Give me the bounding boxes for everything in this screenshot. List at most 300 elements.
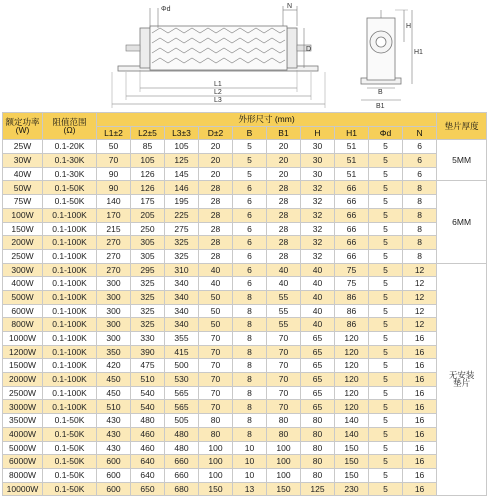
table-cell: 40 (301, 263, 335, 277)
table-cell: 120 (335, 373, 369, 387)
table-row (3, 208, 487, 222)
table-cell: 565 (165, 386, 199, 400)
table-cell: 86 (335, 318, 369, 332)
table-cell: 28 (267, 181, 301, 195)
table-row (3, 167, 487, 181)
header-pad: 垫片厚度 (437, 113, 487, 140)
table-cell: 6 (233, 195, 267, 209)
table-cell: 70 (267, 373, 301, 387)
table-cell: 0.1-100K (43, 290, 97, 304)
table-cell: 16 (403, 400, 437, 414)
table-cell: 0.1-50K (43, 441, 97, 455)
table-cell: 66 (335, 181, 369, 195)
table-cell: 270 (97, 249, 131, 263)
table-cell: 8 (233, 290, 267, 304)
table-cell: 500W (3, 290, 43, 304)
table-cell: 325 (131, 304, 165, 318)
table-cell: 0.1-100K (43, 345, 97, 359)
table-cell: 600 (97, 482, 131, 496)
table-cell: 640 (131, 468, 165, 482)
table-cell: 340 (165, 290, 199, 304)
table-cell: 355 (165, 332, 199, 346)
table-row (3, 427, 487, 441)
table-cell: 8 (403, 181, 437, 195)
table-cell: 55 (267, 304, 301, 318)
table-cell: 90 (97, 181, 131, 195)
table-cell: 6 (233, 277, 267, 291)
table-cell: 28 (267, 236, 301, 250)
table-cell: 420 (97, 359, 131, 373)
table-cell: 0.1-100K (43, 249, 97, 263)
table-cell: 12 (403, 318, 437, 332)
table-cell: 5 (369, 318, 403, 332)
table-cell: 28 (267, 208, 301, 222)
table-cell: 5 (369, 154, 403, 168)
table-cell: 65 (301, 359, 335, 373)
table-cell: 145 (165, 167, 199, 181)
table-cell: 8 (233, 386, 267, 400)
table-cell: 20 (199, 167, 233, 181)
table-cell: 32 (301, 181, 335, 195)
table-row (3, 373, 487, 387)
table-cell: 325 (165, 236, 199, 250)
table-cell: 30 (301, 167, 335, 181)
table-cell: 40 (267, 263, 301, 277)
table-cell: 70 (267, 332, 301, 346)
table-cell: 600 (97, 455, 131, 469)
table-row (3, 468, 487, 482)
table-cell: 100W (3, 208, 43, 222)
table-cell: 12 (403, 263, 437, 277)
h-label: H (406, 23, 412, 30)
table-cell: 120 (335, 332, 369, 346)
d-label: D (306, 46, 312, 53)
table-cell: 150W (3, 222, 43, 236)
table-cell: 4000W (3, 427, 43, 441)
table-cell: 12 (403, 290, 437, 304)
table-cell: 6 (233, 208, 267, 222)
table-cell: 100 (199, 441, 233, 455)
table-cell: 50W (3, 181, 43, 195)
table-cell: 305 (131, 249, 165, 263)
header-row (3, 113, 487, 127)
table-cell: 5 (369, 441, 403, 455)
table-cell: 5 (369, 373, 403, 387)
table-cell: 430 (97, 427, 131, 441)
table-cell: 100 (199, 468, 233, 482)
table-row (3, 386, 487, 400)
table-cell: 5 (233, 167, 267, 181)
subheader-cell: D±2 (199, 126, 233, 140)
pad-thickness-cell: 6MM (437, 181, 487, 263)
table-row (3, 400, 487, 414)
subheader-cell: Φd (369, 126, 403, 140)
subheader-cell: H (301, 126, 335, 140)
table-cell: 65 (301, 332, 335, 346)
table-cell: 66 (335, 249, 369, 263)
table-cell: 5 (369, 167, 403, 181)
table-cell: 70 (199, 373, 233, 387)
table-cell: 0.1-100K (43, 236, 97, 250)
table-cell: 150 (335, 468, 369, 482)
table-cell: 1200W (3, 345, 43, 359)
l2-label: L2 (214, 89, 222, 96)
table-row (3, 304, 487, 318)
table-cell: 0.1-50K (43, 427, 97, 441)
table-row (3, 414, 487, 428)
header-dimensions: 外形尺寸 (mm) (97, 113, 437, 127)
table-cell: 40 (267, 277, 301, 291)
table-cell: 90 (97, 167, 131, 181)
table-cell: 270 (97, 263, 131, 277)
table-row (3, 332, 487, 346)
table-cell: 0.1-20K (43, 140, 97, 154)
table-row (3, 263, 487, 277)
table-cell: 480 (131, 414, 165, 428)
table-cell: 80 (301, 427, 335, 441)
table-cell: 310 (165, 263, 199, 277)
table-cell: 80 (267, 427, 301, 441)
table-cell: 40 (301, 304, 335, 318)
table-cell: 150 (267, 482, 301, 496)
table-cell: 150 (335, 441, 369, 455)
table-cell: 70 (267, 400, 301, 414)
phi-d-label: Φd (161, 6, 171, 13)
table-cell: 126 (131, 181, 165, 195)
table-cell: 0.1-100K (43, 359, 97, 373)
table-cell: 25W (3, 140, 43, 154)
table-cell: 0.1-100K (43, 373, 97, 387)
table-cell: 170 (97, 208, 131, 222)
table-cell: 6 (403, 140, 437, 154)
table-cell: 20 (267, 167, 301, 181)
table-cell: 660 (165, 455, 199, 469)
table-cell: 10 (233, 455, 267, 469)
table-cell: 50 (199, 290, 233, 304)
table-cell: 0.1-50K (43, 482, 97, 496)
table-cell: 0.1-100K (43, 386, 97, 400)
table-cell: 65 (301, 400, 335, 414)
table-cell: 16 (403, 332, 437, 346)
table-cell: 12 (403, 277, 437, 291)
table-cell: 16 (403, 482, 437, 496)
table-row (3, 345, 487, 359)
table-cell: 5 (233, 154, 267, 168)
table-cell: 66 (335, 236, 369, 250)
table-cell: 340 (165, 277, 199, 291)
table-cell: 390 (131, 345, 165, 359)
table-cell: 55 (267, 318, 301, 332)
table-cell: 5 (369, 290, 403, 304)
table-cell: 0.1-100K (43, 318, 97, 332)
table-cell: 51 (335, 154, 369, 168)
table-cell: 5 (369, 249, 403, 263)
table-cell: 415 (165, 345, 199, 359)
table-cell: 250W (3, 249, 43, 263)
subheader-cell: L1±2 (97, 126, 131, 140)
table-row (3, 277, 487, 291)
table-cell: 150 (335, 455, 369, 469)
resistor-body (150, 26, 287, 70)
table-cell: 50 (199, 318, 233, 332)
table-cell: 340 (165, 318, 199, 332)
table-cell: 565 (165, 400, 199, 414)
table-cell: 5 (369, 195, 403, 209)
header-power: 额定功率 (W) (3, 113, 43, 140)
table-row (3, 181, 487, 195)
table-cell: 120 (335, 345, 369, 359)
table-cell: 5 (369, 345, 403, 359)
n-label: N (287, 3, 293, 10)
table-cell: 3000W (3, 400, 43, 414)
table-cell: 16 (403, 455, 437, 469)
table-cell: 16 (403, 427, 437, 441)
table-cell: 5000W (3, 441, 43, 455)
table-cell: 1000W (3, 332, 43, 346)
table-cell: 20 (199, 140, 233, 154)
table-cell: 70 (267, 386, 301, 400)
table-cell: 5 (369, 386, 403, 400)
table-cell: 505 (165, 414, 199, 428)
table-cell: 6 (233, 263, 267, 277)
table-cell: 8 (403, 195, 437, 209)
table-cell: 32 (301, 236, 335, 250)
table-cell: 40 (301, 318, 335, 332)
table-cell: 300 (97, 277, 131, 291)
table-cell: 350 (97, 345, 131, 359)
table-cell: 8 (233, 304, 267, 318)
right-end-cap (287, 28, 297, 68)
table-cell: 120 (335, 359, 369, 373)
table-cell: 50 (199, 304, 233, 318)
resistor-side-view (112, 3, 325, 108)
table-cell: 5 (369, 468, 403, 482)
table-cell: 70 (199, 386, 233, 400)
table-cell: 5 (369, 304, 403, 318)
table-cell: 400W (3, 277, 43, 291)
table-cell: 340 (165, 304, 199, 318)
table-cell: 10 (233, 441, 267, 455)
table-cell: 16 (403, 441, 437, 455)
table-cell: 0.1-50K (43, 455, 97, 469)
table-cell: 5 (369, 332, 403, 346)
table-cell: 20 (267, 140, 301, 154)
table-cell: 32 (301, 249, 335, 263)
table-row (3, 236, 487, 250)
table-cell: 250 (131, 222, 165, 236)
table-cell: 30 (301, 140, 335, 154)
table-cell: 0.1-50K (43, 195, 97, 209)
table-cell: 800W (3, 318, 43, 332)
b1-label: B1 (376, 103, 385, 110)
table-cell: 8000W (3, 468, 43, 482)
table-cell: 430 (97, 441, 131, 455)
table-cell: 300 (97, 332, 131, 346)
table-cell: 28 (199, 181, 233, 195)
table-cell: 13 (233, 482, 267, 496)
table-cell: 325 (131, 318, 165, 332)
table-cell: 200W (3, 236, 43, 250)
table-cell: 5 (369, 140, 403, 154)
table-cell: 0.1-100K (43, 400, 97, 414)
table-cell: 86 (335, 290, 369, 304)
table-cell: 120 (335, 386, 369, 400)
table-cell: 175 (131, 195, 165, 209)
table-cell: 16 (403, 414, 437, 428)
table-cell: 5 (369, 427, 403, 441)
table-cell: 5 (369, 208, 403, 222)
b-label: B (378, 89, 383, 96)
pad-thickness-cell: 5MM (437, 140, 487, 181)
table-cell: 70 (267, 345, 301, 359)
table-cell: 66 (335, 222, 369, 236)
table-cell: 0.1-50K (43, 414, 97, 428)
table-cell: 16 (403, 345, 437, 359)
table-row (3, 482, 487, 496)
table-cell: 5 (369, 277, 403, 291)
table-cell: 0.1-100K (43, 277, 97, 291)
table-row (3, 359, 487, 373)
table-cell: 6000W (3, 455, 43, 469)
table-cell: 70 (199, 345, 233, 359)
pad-thickness-cell: 无安装 垫片 (437, 263, 487, 496)
table-cell: 460 (131, 427, 165, 441)
table-cell: 640 (131, 455, 165, 469)
table-cell: 28 (267, 222, 301, 236)
table-cell: 300 (97, 290, 131, 304)
table-cell: 5 (369, 414, 403, 428)
table-cell: 32 (301, 195, 335, 209)
table-cell: 80 (199, 427, 233, 441)
table-cell: 8 (403, 236, 437, 250)
table-cell: 680 (165, 482, 199, 496)
table-cell: 16 (403, 386, 437, 400)
table-cell: 0.1-100K (43, 304, 97, 318)
table-cell: 3500W (3, 414, 43, 428)
table-cell: 65 (301, 386, 335, 400)
table-cell: 0.1-30K (43, 167, 97, 181)
table-cell: 105 (165, 140, 199, 154)
table-cell: 40 (199, 263, 233, 277)
table-cell: 5 (369, 359, 403, 373)
table-cell: 8 (403, 222, 437, 236)
table-cell: 300 (97, 318, 131, 332)
table-cell: 0.1-30K (43, 154, 97, 168)
table-cell: 8 (233, 400, 267, 414)
table-cell: 660 (165, 468, 199, 482)
table-cell: 28 (199, 222, 233, 236)
table-cell: 28 (199, 208, 233, 222)
header-resistance: 阻值范围 (Ω) (43, 113, 97, 140)
table-row (3, 222, 487, 236)
table-cell: 5 (369, 400, 403, 414)
table-cell: 75W (3, 195, 43, 209)
spec-table (2, 112, 487, 496)
subheader-cell: B1 (267, 126, 301, 140)
table-cell: 0.1-100K (43, 263, 97, 277)
table-cell: 55 (267, 290, 301, 304)
l3-label: L3 (214, 97, 222, 104)
table-cell: 70 (267, 359, 301, 373)
table-cell: 80 (301, 441, 335, 455)
table-cell: 1500W (3, 359, 43, 373)
table-cell: 8 (233, 359, 267, 373)
table-cell: 86 (335, 304, 369, 318)
table-row (3, 140, 487, 154)
table-cell: 40W (3, 167, 43, 181)
table-cell: 65 (301, 373, 335, 387)
table-cell: 0.1-100K (43, 208, 97, 222)
table-cell: 40 (301, 290, 335, 304)
table-cell: 40 (199, 277, 233, 291)
table-cell: 0.1-100K (43, 332, 97, 346)
resistor-dimension-drawing (0, 0, 488, 112)
table-cell: 6 (233, 249, 267, 263)
table-cell: 32 (301, 222, 335, 236)
table-cell: 5 (369, 181, 403, 195)
table-row (3, 455, 487, 469)
table-cell: 70 (199, 359, 233, 373)
table-cell: 530 (165, 373, 199, 387)
table-row (3, 249, 487, 263)
spec-table-body (3, 113, 487, 496)
table-cell: 510 (97, 400, 131, 414)
table-cell: 32 (301, 208, 335, 222)
table-cell: 126 (131, 167, 165, 181)
table-cell: 80 (199, 414, 233, 428)
table-cell: 480 (165, 441, 199, 455)
table-cell: 5 (369, 482, 403, 496)
table-cell: 8 (233, 414, 267, 428)
table-cell: 75 (335, 263, 369, 277)
table-cell: 80 (301, 414, 335, 428)
table-cell: 16 (403, 468, 437, 482)
table-cell: 50 (97, 140, 131, 154)
table-cell: 30W (3, 154, 43, 168)
left-end-cap (140, 28, 150, 68)
table-cell: 6 (233, 236, 267, 250)
table-cell: 85 (131, 140, 165, 154)
table-cell: 100 (267, 441, 301, 455)
l1-label: L1 (214, 81, 222, 88)
subheader-cell: L3±3 (165, 126, 199, 140)
table-cell: 40 (301, 277, 335, 291)
table-cell: 270 (97, 236, 131, 250)
table-cell: 5 (369, 263, 403, 277)
table-cell: 510 (131, 373, 165, 387)
subheader-cell: N (403, 126, 437, 140)
subheader-cell: L2±5 (131, 126, 165, 140)
table-cell: 28 (199, 236, 233, 250)
table-cell: 460 (131, 441, 165, 455)
table-cell: 146 (165, 181, 199, 195)
table-cell: 2000W (3, 373, 43, 387)
table-row (3, 195, 487, 209)
table-cell: 5 (369, 222, 403, 236)
table-cell: 100 (267, 468, 301, 482)
table-cell: 125 (301, 482, 335, 496)
subheader-cell: H1 (335, 126, 369, 140)
table-row (3, 290, 487, 304)
table-cell: 325 (131, 290, 165, 304)
table-cell: 16 (403, 359, 437, 373)
resistor-end-view (361, 10, 423, 110)
table-cell: 600W (3, 304, 43, 318)
table-cell: 20 (267, 154, 301, 168)
table-cell: 28 (267, 195, 301, 209)
table-cell: 540 (131, 386, 165, 400)
table-cell: 500 (165, 359, 199, 373)
